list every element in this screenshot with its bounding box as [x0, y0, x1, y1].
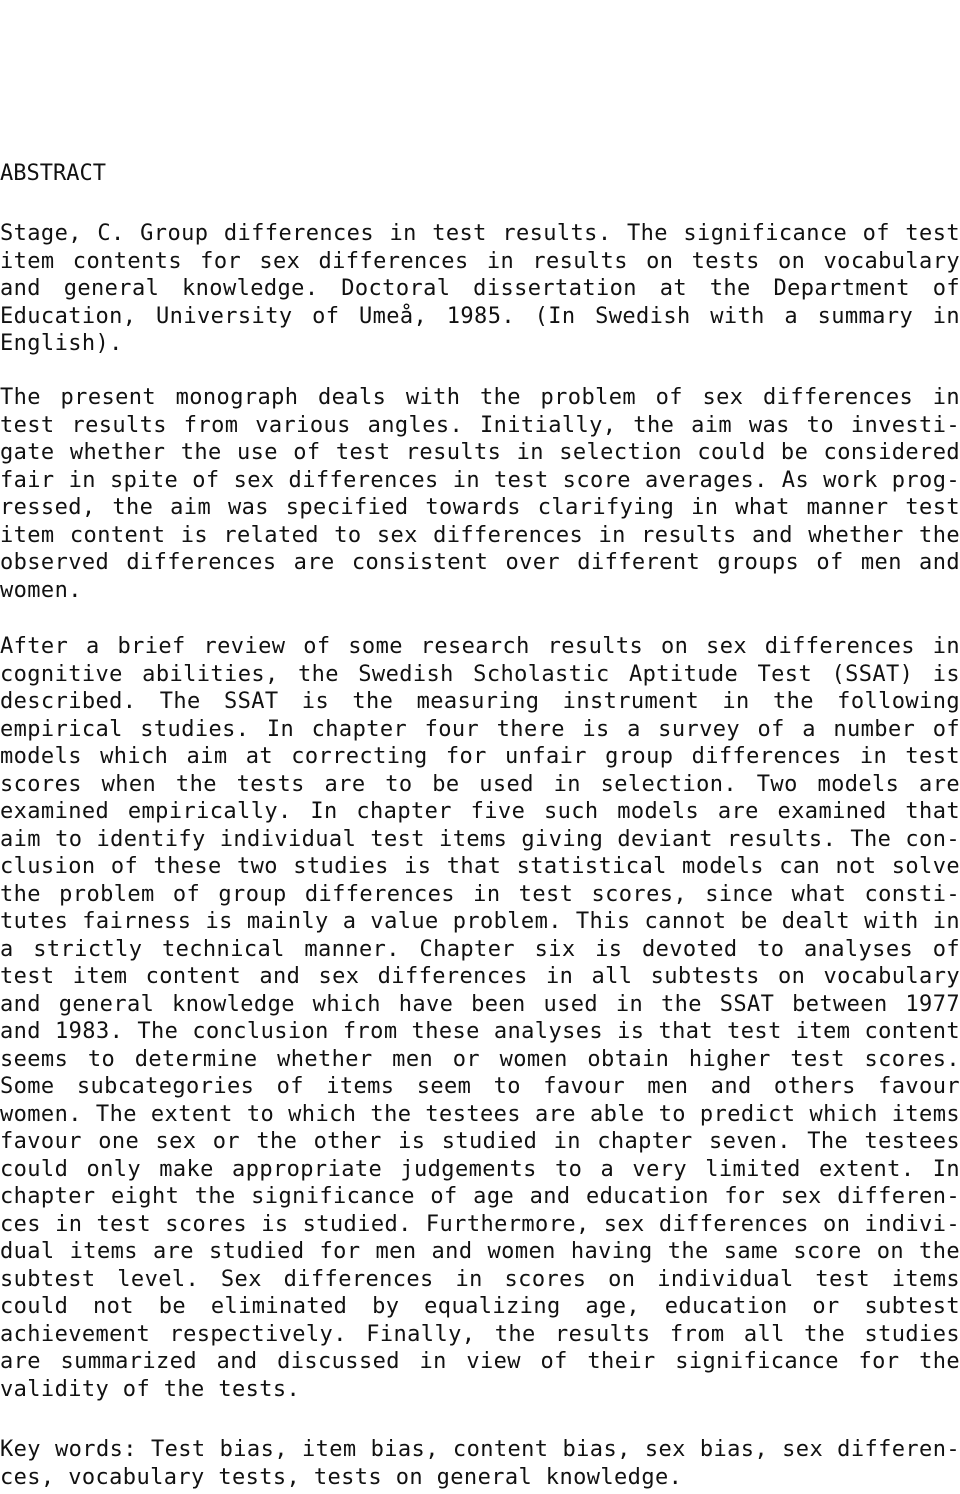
aim-paragraph	[0, 384, 960, 604]
summary-paragraph	[0, 633, 960, 1403]
text-line: dual items are studied for men and women having the same score on the	[0, 1239, 960, 1264]
text-line: achievement respectively. Finally, the results from all the studies	[0, 1321, 960, 1347]
text-line: scores when the tests are to be used in selection. Two models are	[0, 771, 960, 797]
text-line: fair in spite of sex differences in test score averages. As work prog-	[0, 467, 960, 493]
text-line: Education, University of Umeå, 1985. (In Swedish with a summary in	[0, 303, 960, 329]
text-line: observed differences are consistent over different groups of men and	[0, 550, 960, 575]
text-line: Key words: Test bias, item bias, content bias, sex bias, sex differen-	[0, 1437, 960, 1462]
text-line: gate whether the use of test results in selection could be considered	[0, 440, 960, 465]
text-line: tutes fairness is mainly a value problem. This cannot be dealt with in	[0, 909, 960, 934]
text-line: women.	[0, 577, 82, 603]
text-line: validity of the tests.	[0, 1376, 301, 1402]
text-line: favour one sex or the other is studied in chapter seven. The testees	[0, 1129, 960, 1154]
text-line: are summarized and discussed in view of their significance for the	[0, 1349, 960, 1374]
text-line: examined empirically. In chapter five such models are examined that	[0, 799, 960, 824]
text-line: ces, vocabulary tests, tests on general knowledge.	[0, 1464, 683, 1490]
text-line: could not be eliminated by equalizing age, education or subtest	[0, 1294, 960, 1319]
text-line: Some subcategories of items seem to favour men and others favour	[0, 1074, 960, 1099]
text-line: aim to identify individual test items giving deviant results. The con-	[0, 826, 960, 852]
text-line: ressed, the aim was specified towards clarifying in what manner test	[0, 495, 960, 520]
text-line: empirical studies. In chapter four there is a survey of a number of	[0, 716, 960, 742]
text-line: After a brief review of some research results on sex differences in	[0, 634, 960, 659]
text-line: the problem of group differences in test scores, since what consti-	[0, 881, 960, 907]
text-line: English).	[0, 331, 123, 356]
text-line: chapter eight the significance of age and education for sex differen-	[0, 1184, 960, 1209]
text-line: described. The SSAT is the measuring instrument in the following	[0, 689, 960, 714]
text-line: item contents for sex differences in results on tests on vocabulary	[0, 248, 960, 274]
text-line: and general knowledge. Doctoral dissertation at the Department of	[0, 276, 960, 301]
text-line: cognitive abilities, the Swedish Scholastic Aptitude Test (SSAT) is	[0, 661, 960, 687]
text-line: could only make appropriate judgements to a very limited extent. In	[0, 1156, 960, 1182]
text-line: models which aim at correcting for unfair group differences in test	[0, 744, 960, 769]
text-line: and 1983. The conclusion from these analyses is that test item content	[0, 1019, 960, 1044]
text-line: subtest level. Sex differences in scores on individual test items	[0, 1266, 960, 1292]
text-line: ces in test scores is studied. Furthermore, sex differences on indivi-	[0, 1211, 960, 1237]
text-line: test results from various angles. Initially, the aim was to investi-	[0, 412, 960, 438]
citation-paragraph	[0, 220, 960, 358]
text-line: women. The extent to which the testees are able to predict which items	[0, 1101, 960, 1127]
text-line: a strictly technical manner. Chapter six is devoted to analyses of	[0, 936, 960, 962]
text-line: The present monograph deals with the problem of sex differences in	[0, 385, 960, 410]
abstract-heading: ABSTRACT	[0, 161, 106, 186]
text-line: test item content and sex differences in all subtests on vocabulary	[0, 964, 960, 989]
text-line: Stage, C. Group differences in test results. The significance of test	[0, 221, 960, 246]
text-line: item content is related to sex differences in results and whether the	[0, 522, 960, 548]
text-line: and general knowledge which have been used in the SSAT between 1977	[0, 991, 960, 1017]
keywords-paragraph	[0, 1436, 960, 1491]
text-line: seems to determine whether men or women obtain higher test scores.	[0, 1046, 960, 1072]
text-line: clusion of these two studies is that statistical models can not solve	[0, 854, 960, 879]
